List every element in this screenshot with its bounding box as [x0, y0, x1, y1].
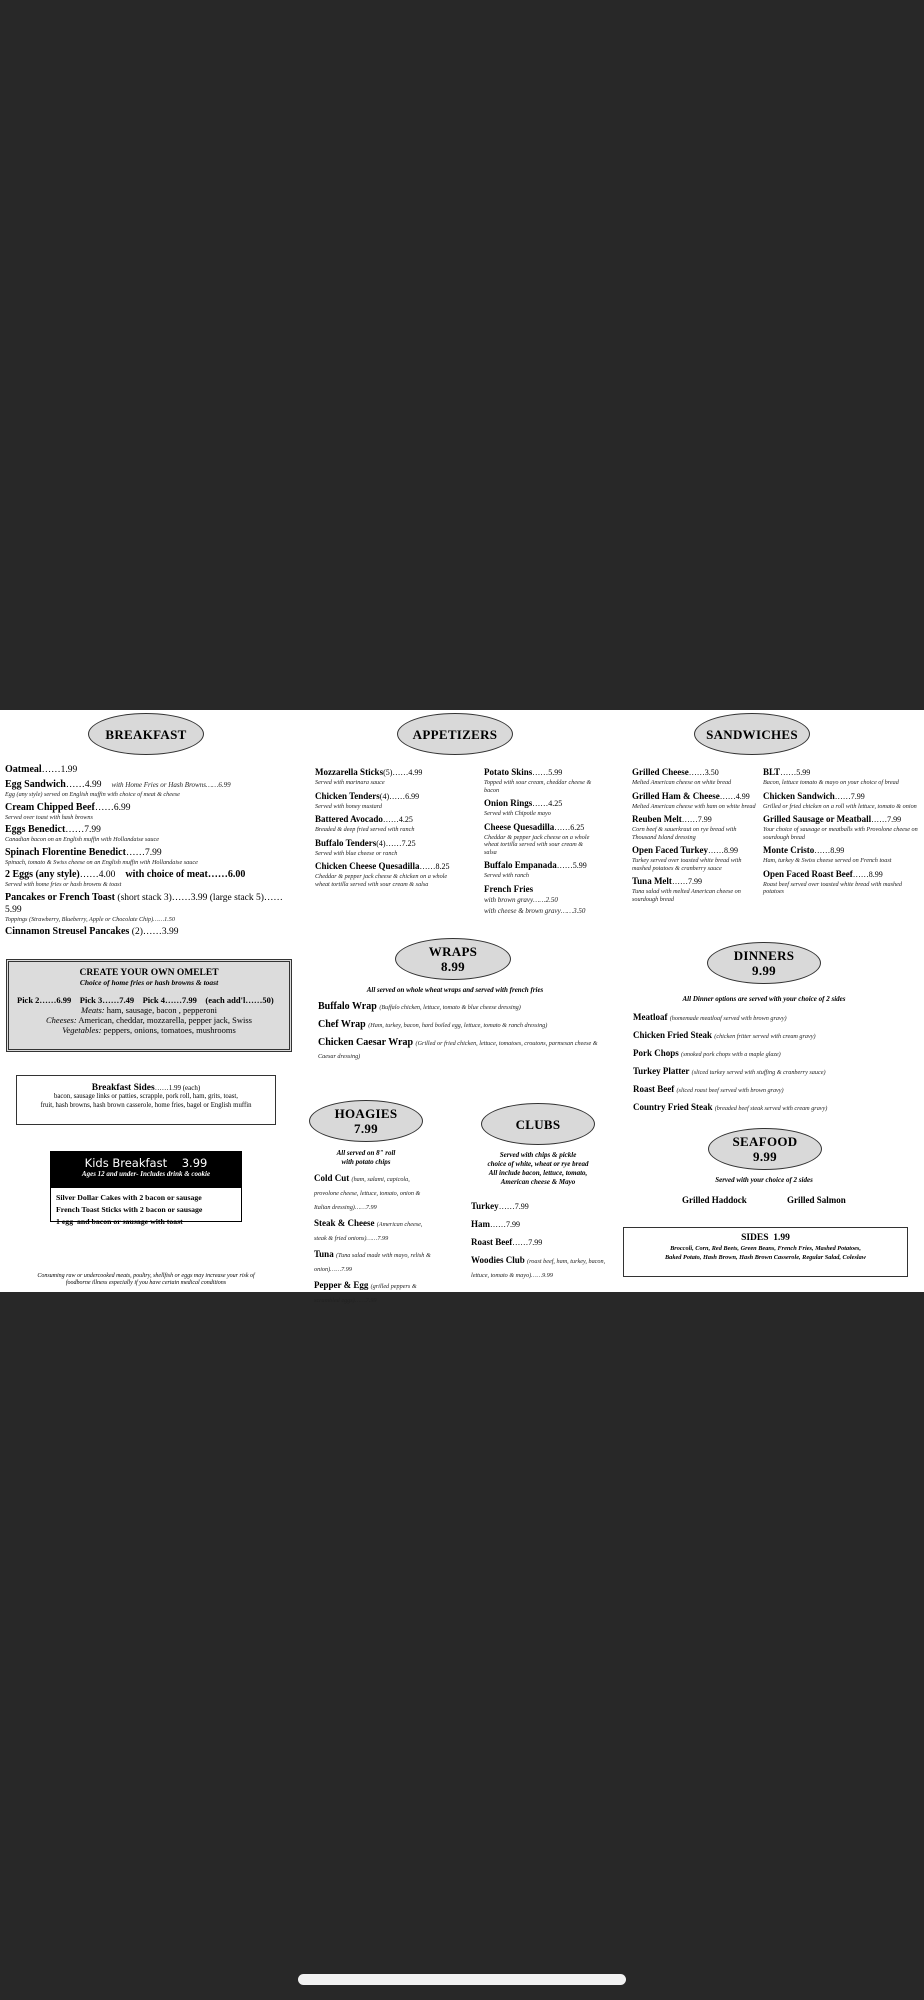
menu-text: (short stack 3)……3.99 (large stack 5)……5.99: [5, 892, 283, 915]
menu-text: Your choice of sausage or meatballs with Provolone cheese on sourdough bread: [763, 826, 918, 841]
menu-text: Chicken Tenders: [315, 790, 380, 801]
menu-text: ……7.99: [498, 1202, 529, 1211]
menu-text: ……4.25: [532, 799, 563, 808]
kids-breakfast-box: [50, 1151, 242, 1226]
menu-text: (smoked pork chops with a maple glaze): [681, 1051, 781, 1058]
menu-text: Chicken Caesar Wrap: [318, 1037, 414, 1048]
menu-text: ……5.99: [556, 861, 587, 870]
menu-text: Potato Skins: [484, 767, 533, 777]
appetizers-header: [397, 713, 513, 755]
menu-text: Pancakes or French Toast: [5, 891, 115, 903]
menu-text: Corn beef & sauerkraut on rye bread with Thousand Island dressing: [632, 826, 737, 841]
omelet-subtitle: Choice of home fries or hash browns & toast: [79, 978, 219, 987]
list-item: [471, 1236, 606, 1249]
menu-text: Vegetables:: [62, 1025, 102, 1035]
list-item: [314, 1172, 432, 1214]
menu-text: Chef Wrap: [318, 1019, 366, 1030]
list-item: [633, 1065, 918, 1079]
menu-text: Served with marinara sauce: [315, 779, 385, 786]
menu-text: (American cheese, steak & fried onions)……7.99: [314, 1221, 423, 1242]
menu-text: Grilled or fried chicken on a roll with lettuce, tomato & onion: [763, 802, 917, 810]
menu-text: Buffalo Wrap: [318, 1001, 377, 1012]
menu-text: Monte Cristo: [763, 845, 815, 855]
menu-text: 1.99: [773, 1233, 790, 1243]
list-item: [318, 1019, 603, 1032]
menu-text: peppers, onions, tomatoes, mushrooms: [101, 1025, 236, 1035]
menu-text: Bacon, lettuce tomato & mayo on your choice of bread: [763, 779, 899, 786]
menu-text: Open Faced Roast Beef: [763, 868, 853, 879]
list-item: [763, 813, 921, 841]
menu-text: Grilled Cheese: [632, 767, 689, 777]
menu-text: ……6.25: [554, 822, 585, 832]
menu-text: All include bacon, lettuce, tomato,: [488, 1169, 588, 1177]
omelet-meats: [9, 1005, 289, 1015]
menu-text: choice of white, wheat or rye bread: [487, 1160, 589, 1168]
hoagies-price: 7.99: [354, 1121, 378, 1136]
menu-text: Canadian bacon on an English muffin with Hollandaise sauce: [5, 836, 159, 843]
list-item: [763, 766, 921, 787]
list-item: [5, 779, 295, 799]
menu-text: (ham, salami, capicola, provolone cheese, lettuce, tomato, onion & Italian dressing)……7.99: [314, 1176, 421, 1211]
menu-text: Served with home fries or hash browns & toast: [5, 881, 122, 888]
menu-text: with Home Fries or Hash Browns……6.99: [111, 781, 231, 789]
appetizers-right: [484, 766, 596, 920]
menu-text: ……6.99: [94, 802, 131, 813]
menu-text: ……1.99: [41, 765, 78, 775]
menu-text: ……8.99: [814, 846, 845, 855]
menu-text: Tuna Melt: [632, 876, 672, 886]
menu-text: French Fries: [484, 883, 534, 894]
menu-text: Cinnamon Streusel Pancakes: [5, 926, 130, 937]
omelet-vegetables: [9, 1025, 289, 1035]
menu-text: ……4.00: [79, 870, 116, 880]
menu-text: ……7.99: [681, 815, 712, 824]
menu-text: (Tuna salad made with mayo, relish & onion)……7.99: [314, 1252, 431, 1273]
menu-text: SIDES: [741, 1233, 769, 1243]
menu-text: Served over toast with hash browns: [5, 813, 93, 821]
menu-text: ……5.99: [532, 768, 563, 777]
seafood-item: Grilled Salmon: [787, 1195, 846, 1205]
wraps-list: [318, 1001, 603, 1066]
menu-text: ……5.99: [780, 768, 811, 777]
sides-box: [623, 1227, 908, 1277]
omelet-title: CREATE YOUR OWN OMELET: [79, 968, 219, 978]
menu-text: Topped with sour cream, cheddar cheese & bacon: [484, 779, 592, 794]
list-item: [318, 1001, 603, 1014]
menu-text: (2)……3.99: [131, 927, 179, 937]
menu-text: ……1.99 (each): [154, 1084, 201, 1092]
menu-text: Cream Chipped Beef: [5, 801, 95, 813]
list-item: [5, 802, 295, 822]
menu-text: Melted American cheese on white bread: [632, 779, 732, 786]
menu-text: (Buffalo chicken, lettuce, tomato & blue cheese dressing): [379, 1004, 521, 1011]
sandwiches-header: [694, 713, 810, 755]
menu-text: Spinach Florentine Benedict: [5, 846, 126, 858]
menu-text: Reuben Melt: [632, 814, 682, 824]
menu-text: Grilled Sausage or Meatball: [763, 814, 872, 824]
list-item: [314, 1248, 432, 1276]
seafood-title: SEAFOOD: [732, 1134, 798, 1149]
sides-title: [624, 1233, 907, 1243]
list-item: [314, 1279, 432, 1307]
menu-text: BLT: [763, 767, 781, 777]
list-item: [315, 766, 463, 787]
list-item: [633, 1029, 918, 1043]
list-item: [471, 1218, 606, 1231]
list-item: [484, 821, 596, 857]
menu-text: (4)……6.99: [379, 791, 420, 801]
menu-text: Oatmeal: [5, 764, 42, 775]
list-item: [471, 1254, 606, 1282]
menu-text: Served with blue cheese or ranch: [315, 849, 398, 857]
seafood-note: Served with your choice of 2 sides: [715, 1176, 813, 1184]
dinners-list: [633, 1011, 918, 1118]
menu-text: ……7.99: [671, 877, 702, 886]
menu-text: Roast beef served over toasted white bread with mashed potatoes: [763, 880, 902, 895]
list-item: [5, 892, 295, 924]
menu-text: American, cheddar, mozzarella, pepper jack, Swiss: [76, 1015, 252, 1025]
kids-header: [51, 1152, 241, 1188]
menu-text: (sliced roast beef served with brown gravy): [676, 1087, 784, 1094]
menu-text: Turkey served over toasted white bread with mashed potatoes & cranberry sauce: [632, 857, 742, 872]
menu-text: Melted American cheese with ham on white bread: [632, 802, 756, 810]
menu-text: Served with Chipotle mayo: [484, 810, 551, 817]
menu-text: Chicken Cheese Quesadilla: [315, 861, 420, 871]
hoagies-title: HOAGIES: [334, 1106, 398, 1121]
menu-text: Cheeses:: [46, 1015, 77, 1025]
dinners-title: DINNERS: [733, 948, 795, 963]
list-item: [315, 790, 463, 811]
menu-text: Breakfast Sides: [91, 1083, 155, 1093]
list-item: [633, 1011, 918, 1025]
menu-text: Cheese Quesadilla: [484, 821, 555, 832]
menu-text: Chicken Sandwich: [763, 790, 835, 801]
menu-text: ……4.99: [65, 780, 102, 790]
kids-item: 1 egg and bacon or sausage with toast: [56, 1217, 183, 1226]
sandwiches-left: [632, 766, 760, 906]
menu-text: foodborne illness especially if you have certain medical conditions: [65, 1280, 227, 1286]
menu-text: Served with chips & pickle: [499, 1151, 577, 1159]
list-item: [484, 797, 596, 818]
menu-text: ……7.99: [65, 825, 101, 835]
menu-text: Pepper & Egg: [314, 1280, 369, 1290]
menu-text: Served with ranch: [484, 872, 530, 879]
kids-price: 3.99: [181, 1156, 208, 1170]
menu-text: Tuna salad with melted American cheese on sourdough bread: [632, 888, 741, 903]
wraps-header: [395, 938, 511, 980]
clubs-note: [468, 1151, 608, 1187]
list-item: [632, 813, 760, 841]
menu-text: (sliced turkey served with stuffing & cranberry sauce): [691, 1069, 826, 1076]
menu-text: Country Fried Steak: [633, 1102, 713, 1112]
menu-text: Cold Cut: [314, 1173, 350, 1183]
breakfast-title: BREAKFAST: [105, 726, 187, 742]
list-item: [5, 926, 295, 938]
hoagies-header: [309, 1100, 423, 1142]
menu-text: ……8.99: [852, 869, 883, 879]
sandwiches-title: SANDWICHES: [706, 726, 798, 742]
menu-text: ham, sausage, bacon , pepperoni: [104, 1005, 217, 1015]
list-item: [471, 1200, 606, 1213]
list-item: [318, 1037, 603, 1063]
appetizers-title: APPETIZERS: [412, 726, 498, 742]
list-item: [314, 1217, 432, 1245]
list-item: [763, 790, 921, 811]
menu-image: [0, 710, 924, 1304]
menu-text: Onion Rings: [484, 798, 533, 808]
menu-text: with brown gravy……2.50: [484, 895, 558, 904]
list-item: [5, 869, 295, 889]
menu-text: Roast Beef: [633, 1084, 675, 1094]
list-item: [763, 844, 921, 865]
menu-text: All served on 8" roll: [336, 1149, 396, 1157]
dinners-price: 9.99: [752, 963, 776, 978]
omelet-cheeses: [9, 1015, 289, 1025]
list-item: [315, 837, 463, 858]
menu-text: Mozzarella Sticks: [315, 767, 384, 777]
hoagies-list: [314, 1172, 432, 1310]
menu-text: (chicken fritter served with cream gravy): [714, 1033, 816, 1040]
menu-text: Cheddar & pepper jack cheese on a whole wheat tortilla served with sour cream & salsa: [484, 833, 590, 856]
menu-text: Battered Avocado: [315, 814, 383, 824]
kids-title: Kids Breakfast: [84, 1156, 168, 1170]
menu-text: Turkey Platter: [633, 1066, 690, 1076]
menu-text: Open Faced Turkey: [632, 845, 709, 855]
list-item: [484, 883, 596, 917]
menu-text: Buffalo Tenders: [315, 837, 377, 848]
list-item: [315, 813, 463, 834]
menu-text: Roast Beef: [471, 1237, 513, 1247]
menu-text: (Grilled or fried chicken, lettuce, tomatoes, croutons, parmesan cheese & Caesar dressing): [318, 1040, 598, 1060]
list-item: [484, 859, 596, 880]
list-item: [5, 824, 295, 844]
breakfast-sides-title: [17, 1083, 275, 1093]
menu-text: with choice of meat……6.00: [125, 869, 246, 880]
list-item: [5, 764, 295, 776]
list-item: [633, 1047, 918, 1061]
menu-text: Steak & Cheese: [314, 1218, 375, 1228]
menu-text: (grilled peppers & scrambled eggs)……7.99: [314, 1283, 417, 1304]
menu-text: ……4.25: [382, 815, 413, 824]
list-item: [632, 766, 760, 787]
menu-text: Buffalo Empanada: [484, 860, 557, 870]
breakfast-sides-line1: bacon, sausage links or patties, scrapple, pork roll, ham, grits, toast,: [53, 1093, 239, 1100]
menu-text: ……4.99: [719, 791, 750, 801]
list-item: [632, 790, 760, 811]
hoagies-note: [312, 1149, 420, 1167]
dinners-header: [707, 942, 821, 984]
clubs-list: [471, 1200, 606, 1285]
menu-text: 2 Eggs (any style): [5, 869, 80, 880]
list-item: [315, 860, 463, 888]
menu-text: Cheddar & pepper jack cheese & chicken on a whole wheat tortilla served with sour cream & salsa: [315, 873, 448, 888]
clubs-header: [481, 1103, 595, 1145]
seafood-item: Grilled Haddock: [682, 1195, 747, 1205]
menu-text: (4)……7.25: [376, 838, 416, 848]
menu-text: American cheese & Mayo: [500, 1178, 576, 1186]
menu-text: Egg (any style) served on English muffin with choice of meat & cheese: [5, 791, 180, 798]
seafood-price: 9.99: [753, 1149, 777, 1164]
menu-text: Meatloaf: [633, 1012, 668, 1022]
menu-text: Breaded & deep fried served with ranch: [315, 826, 415, 833]
appetizers-left: [315, 766, 463, 891]
kids-item: French Toast Sticks with 2 bacon or sausage: [56, 1205, 203, 1214]
menu-text: Ham: [471, 1219, 490, 1229]
wraps-price: 8.99: [441, 959, 465, 974]
menu-text: Spinach, tomato & Swiss cheese on an English muffin with Hollandaise sauce: [5, 858, 198, 866]
menu-text: Tuna: [314, 1249, 334, 1259]
menu-text: Consuming raw or undercooked meats, poultry, shellfish or eggs may increase your risk of: [37, 1273, 255, 1279]
menu-text: with potato chips: [341, 1158, 391, 1166]
disclaimer: [6, 1273, 286, 1287]
wraps-note: All served on whole wheat wraps and served with french fries: [366, 986, 544, 994]
menu-text: Woodies Club: [471, 1255, 525, 1265]
list-item: [484, 766, 596, 794]
menu-text: (homemade meatloaf served with brown gravy): [669, 1015, 787, 1022]
menu-text: ……8.25: [419, 862, 450, 871]
list-item: [5, 847, 295, 867]
menu-text: Eggs Benedict: [5, 824, 66, 835]
dinners-note: All Dinner options are served with your choice of 2 sides: [682, 995, 846, 1003]
kids-subtitle: Ages 12 and under- Includes drink & cookie: [81, 1170, 211, 1178]
menu-text: Served with honey mustard: [315, 802, 382, 810]
menu-text: ……7.99: [871, 815, 902, 824]
menu-text: ……7.99: [490, 1220, 520, 1229]
menu-text: ……7.99: [834, 791, 865, 801]
home-indicator[interactable]: [298, 1974, 626, 1985]
sandwiches-right: [763, 766, 921, 899]
menu-text: ……8.99: [708, 846, 739, 855]
sides-line2: Baked Potato, Hash Brown, Hash Brown Casserole, Regular Salad, Coleslaw: [664, 1253, 866, 1261]
menu-text: (5)……4.99: [383, 768, 423, 777]
menu-text: Pork Chops: [633, 1048, 679, 1058]
menu-text: Chicken Fried Steak: [633, 1030, 713, 1040]
menu-text: Ham, turkey & Swiss cheese served on French toast: [763, 857, 892, 864]
list-item: [633, 1083, 918, 1097]
menu-text: (roast beef, ham, turkey, bacon, lettuce, tomato & mayo)……9.99: [471, 1258, 606, 1279]
breakfast-sides-line2: fruit, hash browns, hash brown casserole, home fries, bagel or English muffin: [40, 1101, 252, 1109]
menu-text: with cheese & brown gravy……3.50: [484, 906, 586, 915]
menu-text: Egg Sandwich: [5, 779, 66, 790]
menu-text: (Ham, turkey, bacon, hard boiled egg, lettuce, tomato & ranch dressing): [368, 1022, 548, 1029]
kids-item: Silver Dollar Cakes with 2 bacon or sausage: [56, 1193, 202, 1202]
menu-text: Meats:: [81, 1005, 105, 1015]
menu-text: ……7.99: [125, 847, 162, 858]
omelet-box: [6, 959, 292, 1052]
omelet-picks: Pick 2……6.99 Pick 3……7.49 Pick 4……7.99 (each add'l……50): [17, 995, 274, 1005]
breakfast-list: [5, 764, 295, 941]
breakfast-sides-box: [16, 1075, 276, 1125]
wraps-title: WRAPS: [428, 944, 478, 959]
menu-text: ……3.50: [688, 768, 719, 777]
menu-text: (breaded beef steak served with cream gravy): [714, 1105, 828, 1112]
seafood-header: [708, 1128, 822, 1170]
breakfast-header: [88, 713, 204, 755]
menu-text: Grilled Ham & Cheese: [632, 790, 720, 801]
list-item: [633, 1101, 918, 1115]
menu-text: Toppings (Strawberry, Blueberry, Apple or Chocolate Chip)……1.50: [5, 915, 175, 923]
sides-line1: Broccoli, Corn, Red Beets, Green Beans, French Fries, Mashed Potatoes,: [670, 1245, 861, 1252]
list-item: [763, 868, 921, 896]
list-item: [632, 844, 760, 872]
list-item: [632, 875, 760, 903]
clubs-title: CLUBS: [515, 1116, 561, 1132]
menu-text: ……7.99: [512, 1238, 543, 1247]
menu-text: Turkey: [471, 1201, 499, 1211]
